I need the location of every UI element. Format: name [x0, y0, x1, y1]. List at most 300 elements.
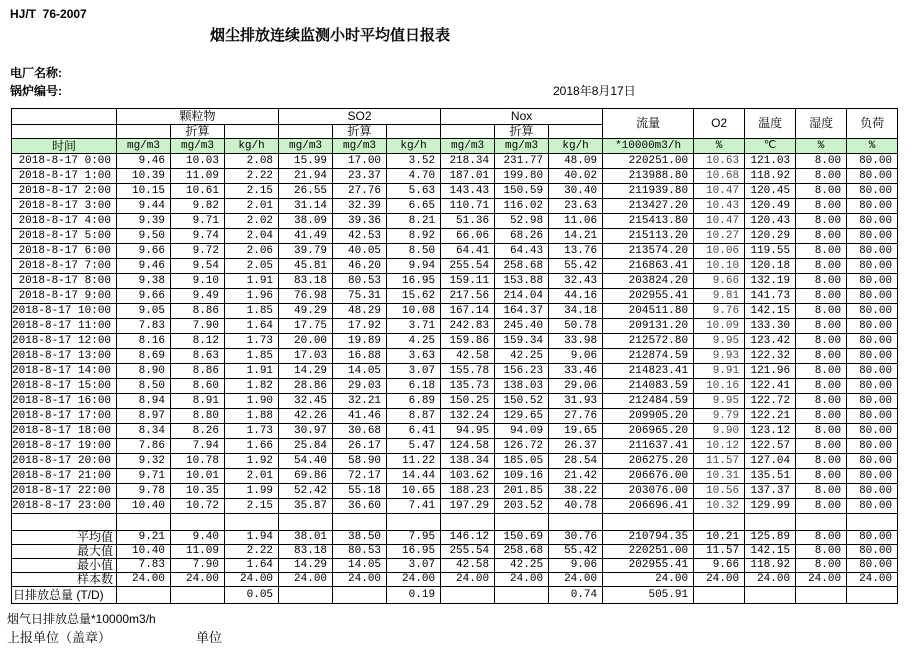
value-cell: 159.86	[441, 334, 495, 349]
value-cell: 29.06	[549, 379, 603, 394]
value-cell: 3.52	[387, 154, 441, 169]
unit-cell: mg/m3	[117, 139, 171, 154]
value-cell: 44.16	[549, 289, 603, 304]
footer-flue-total: 烟气日排放总量*10000m3/h	[7, 612, 156, 626]
value-cell: 80.00	[847, 409, 898, 424]
value-cell: 2.22	[225, 169, 279, 184]
value-cell: 75.31	[333, 289, 387, 304]
summary-row	[12, 573, 898, 587]
table-row	[12, 229, 898, 244]
value-cell: 142.15	[745, 304, 796, 319]
value-cell: 80.00	[847, 499, 898, 514]
value-cell: 120.18	[745, 259, 796, 274]
value-cell: 11.57	[694, 454, 745, 469]
value-cell: 7.90	[171, 319, 225, 334]
value-cell: 9.71	[117, 469, 171, 484]
empty-cell	[694, 514, 745, 531]
table-row	[12, 184, 898, 199]
value-cell: 120.43	[745, 214, 796, 229]
summary-value-cell: 220251.00	[603, 545, 694, 559]
value-cell: 31.14	[279, 199, 333, 214]
corner-cell-2	[12, 125, 117, 139]
time-cell: 2018-8-17 7:00	[12, 259, 117, 274]
value-cell: 45.81	[279, 259, 333, 274]
value-cell: 7.83	[117, 319, 171, 334]
value-cell: 9.66	[117, 244, 171, 259]
value-cell: 8.00	[796, 499, 847, 514]
summary-value-cell: 7.83	[117, 559, 171, 573]
report-table	[11, 108, 898, 604]
empty-cell	[847, 514, 898, 531]
value-cell: 80.00	[847, 484, 898, 499]
value-cell: 8.00	[796, 244, 847, 259]
daily-total-cell	[117, 587, 171, 604]
value-cell: 1.92	[225, 454, 279, 469]
empty-cell	[549, 514, 603, 531]
group-header-particulate: 颗粒物	[117, 109, 279, 125]
time-cell: 2018-8-17 4:00	[12, 214, 117, 229]
value-cell: 188.23	[441, 484, 495, 499]
summary-value-cell: 24.00	[441, 573, 495, 587]
value-cell: 8.00	[796, 349, 847, 364]
value-cell: 197.29	[441, 499, 495, 514]
daily-total-cell	[279, 587, 333, 604]
summary-value-cell: 24.00	[549, 573, 603, 587]
value-cell: 55.18	[333, 484, 387, 499]
value-cell: 10.10	[694, 259, 745, 274]
value-cell: 10.08	[387, 304, 441, 319]
summary-value-cell: 24.00	[694, 573, 745, 587]
value-cell: 80.00	[847, 469, 898, 484]
value-cell: 217.56	[441, 289, 495, 304]
value-cell: 52.42	[279, 484, 333, 499]
unit-cell: *10000m3/h	[603, 139, 694, 154]
value-cell: 214823.41	[603, 364, 694, 379]
summary-value-cell: 38.01	[279, 531, 333, 545]
value-cell: 10.39	[117, 169, 171, 184]
value-cell: 83.18	[279, 274, 333, 289]
value-cell: 6.65	[387, 199, 441, 214]
value-cell: 28.86	[279, 379, 333, 394]
value-cell: 7.94	[171, 439, 225, 454]
summary-value-cell: 38.50	[333, 531, 387, 545]
table-row	[12, 454, 898, 469]
value-cell: 8.00	[796, 379, 847, 394]
value-cell: 1.96	[225, 289, 279, 304]
table-row	[12, 364, 898, 379]
footer-report-unit: 上报单位（盖章）	[7, 630, 112, 645]
value-cell: 8.26	[171, 424, 225, 439]
value-cell: 9.66	[694, 274, 745, 289]
value-cell: 118.92	[745, 169, 796, 184]
time-cell: 2018-8-17 6:00	[12, 244, 117, 259]
time-header: 时间	[12, 139, 117, 154]
value-cell: 2.01	[225, 199, 279, 214]
value-cell: 80.00	[847, 274, 898, 289]
value-cell: 8.63	[171, 349, 225, 364]
value-cell: 28.54	[549, 454, 603, 469]
value-cell: 51.36	[441, 214, 495, 229]
value-cell: 80.00	[847, 439, 898, 454]
value-cell: 1.73	[225, 424, 279, 439]
time-cell: 2018-8-17 22:00	[12, 484, 117, 499]
value-cell: 204511.80	[603, 304, 694, 319]
value-cell: 39.36	[333, 214, 387, 229]
value-cell: 8.00	[796, 439, 847, 454]
value-cell: 109.16	[495, 469, 549, 484]
value-cell: 126.72	[495, 439, 549, 454]
summary-value-cell: 210794.35	[603, 531, 694, 545]
value-cell: 2.04	[225, 229, 279, 244]
value-cell: 9.76	[694, 304, 745, 319]
value-cell: 10.72	[171, 499, 225, 514]
value-cell: 7.86	[117, 439, 171, 454]
value-cell: 120.45	[745, 184, 796, 199]
daily-total-cell	[847, 587, 898, 604]
value-cell: 9.81	[694, 289, 745, 304]
summary-value-cell: 11.09	[171, 545, 225, 559]
value-cell: 32.39	[333, 199, 387, 214]
page-title: 烟尘排放连续监测小时平均值日报表	[209, 27, 450, 44]
value-cell: 94.09	[495, 424, 549, 439]
value-cell: 8.12	[171, 334, 225, 349]
subheader-converted-nox: 折算	[495, 125, 549, 139]
value-cell: 16.88	[333, 349, 387, 364]
value-cell: 9.32	[117, 454, 171, 469]
value-cell: 30.97	[279, 424, 333, 439]
table-row	[12, 214, 898, 229]
time-cell: 2018-8-17 2:00	[12, 184, 117, 199]
summary-value-cell: 150.69	[495, 531, 549, 545]
value-cell: 215113.20	[603, 229, 694, 244]
value-cell: 120.29	[745, 229, 796, 244]
value-cell: 8.69	[117, 349, 171, 364]
value-cell: 10.40	[117, 499, 171, 514]
value-cell: 15.99	[279, 154, 333, 169]
standard-code: HJ/T 76-2007	[10, 7, 87, 21]
value-cell: 32.45	[279, 394, 333, 409]
time-cell: 2018-8-17 12:00	[12, 334, 117, 349]
value-cell: 185.05	[495, 454, 549, 469]
value-cell: 150.52	[495, 394, 549, 409]
value-cell: 1.91	[225, 364, 279, 379]
value-cell: 9.05	[117, 304, 171, 319]
unit-cell: kg/h	[387, 139, 441, 154]
value-cell: 1.85	[225, 304, 279, 319]
daily-total-cell: 0.19	[387, 587, 441, 604]
value-cell: 8.00	[796, 184, 847, 199]
value-cell: 137.37	[745, 484, 796, 499]
empty-cell	[745, 514, 796, 531]
value-cell: 27.76	[333, 184, 387, 199]
table-row	[12, 424, 898, 439]
value-cell: 8.00	[796, 409, 847, 424]
unit-cell: mg/m3	[171, 139, 225, 154]
summary-value-cell: 24.00	[847, 573, 898, 587]
table-row	[12, 289, 898, 304]
value-cell: 80.00	[847, 349, 898, 364]
value-cell: 6.18	[387, 379, 441, 394]
value-cell: 40.05	[333, 244, 387, 259]
value-cell: 14.29	[279, 364, 333, 379]
value-cell: 213574.20	[603, 244, 694, 259]
value-cell: 8.00	[796, 394, 847, 409]
table-row	[12, 349, 898, 364]
value-cell: 9.95	[694, 394, 745, 409]
value-cell: 1.66	[225, 439, 279, 454]
time-cell: 2018-8-17 8:00	[12, 274, 117, 289]
value-cell: 80.00	[847, 364, 898, 379]
value-cell: 8.92	[387, 229, 441, 244]
table-row	[12, 244, 898, 259]
value-cell: 2.08	[225, 154, 279, 169]
value-cell: 8.50	[387, 244, 441, 259]
value-cell: 9.71	[171, 214, 225, 229]
value-cell: 127.04	[745, 454, 796, 469]
table-row	[12, 394, 898, 409]
value-cell: 199.80	[495, 169, 549, 184]
value-cell: 116.02	[495, 199, 549, 214]
value-cell: 33.46	[549, 364, 603, 379]
value-cell: 9.94	[387, 259, 441, 274]
units-row	[12, 139, 898, 154]
value-cell: 42.25	[495, 349, 549, 364]
value-cell: 2.15	[225, 184, 279, 199]
value-cell: 42.58	[441, 349, 495, 364]
value-cell: 10.43	[694, 199, 745, 214]
value-cell: 5.63	[387, 184, 441, 199]
empty-cell	[603, 514, 694, 531]
value-cell: 216863.41	[603, 259, 694, 274]
summary-value-cell: 125.89	[745, 531, 796, 545]
value-cell: 4.25	[387, 334, 441, 349]
summary-value-cell: 118.92	[745, 559, 796, 573]
value-cell: 135.73	[441, 379, 495, 394]
value-cell: 14.05	[333, 364, 387, 379]
value-cell: 11.22	[387, 454, 441, 469]
value-cell: 52.98	[495, 214, 549, 229]
value-cell: 49.29	[279, 304, 333, 319]
empty-cell	[12, 514, 117, 531]
table-row	[12, 169, 898, 184]
value-cell: 9.78	[117, 484, 171, 499]
summary-value-cell: 1.64	[225, 559, 279, 573]
boiler-no-label: 锅炉编号:	[10, 84, 62, 98]
value-cell: 10.03	[171, 154, 225, 169]
daily-total-cell	[694, 587, 745, 604]
time-cell: 2018-8-17 23:00	[12, 499, 117, 514]
value-cell: 202955.41	[603, 289, 694, 304]
value-cell: 150.25	[441, 394, 495, 409]
time-cell: 2018-8-17 20:00	[12, 454, 117, 469]
summary-value-cell: 11.57	[694, 545, 745, 559]
value-cell: 129.65	[495, 409, 549, 424]
summary-value-cell: 8.00	[796, 531, 847, 545]
value-cell: 121.96	[745, 364, 796, 379]
time-cell: 2018-8-17 15:00	[12, 379, 117, 394]
value-cell: 32.43	[549, 274, 603, 289]
value-cell: 19.89	[333, 334, 387, 349]
value-cell: 39.79	[279, 244, 333, 259]
group-header-row	[12, 109, 898, 125]
value-cell: 215413.80	[603, 214, 694, 229]
value-cell: 9.39	[117, 214, 171, 229]
value-cell: 69.86	[279, 469, 333, 484]
table-row	[12, 199, 898, 214]
value-cell: 27.76	[549, 409, 603, 424]
value-cell: 48.29	[333, 304, 387, 319]
summary-label: 最小值	[12, 559, 117, 573]
summary-value-cell: 42.25	[495, 559, 549, 573]
value-cell: 209131.20	[603, 319, 694, 334]
daily-total-cell	[745, 587, 796, 604]
value-cell: 9.49	[171, 289, 225, 304]
value-cell: 10.06	[694, 244, 745, 259]
value-cell: 211939.80	[603, 184, 694, 199]
value-cell: 66.06	[441, 229, 495, 244]
time-cell: 2018-8-17 19:00	[12, 439, 117, 454]
value-cell: 8.21	[387, 214, 441, 229]
summary-value-cell: 24.00	[495, 573, 549, 587]
value-cell: 80.00	[847, 334, 898, 349]
value-cell: 80.00	[847, 154, 898, 169]
value-cell: 68.26	[495, 229, 549, 244]
value-cell: 10.47	[694, 184, 745, 199]
value-cell: 19.65	[549, 424, 603, 439]
value-cell: 8.86	[171, 304, 225, 319]
value-cell: 9.91	[694, 364, 745, 379]
summary-value-cell: 8.00	[796, 559, 847, 573]
value-cell: 242.83	[441, 319, 495, 334]
plant-name-label: 电厂名称:	[10, 66, 62, 80]
value-cell: 156.23	[495, 364, 549, 379]
summary-value-cell: 10.40	[117, 545, 171, 559]
group-header-so2: SO2	[279, 109, 441, 125]
summary-value-cell: 255.54	[441, 545, 495, 559]
value-cell: 2.06	[225, 244, 279, 259]
value-cell: 159.11	[441, 274, 495, 289]
table-row	[12, 319, 898, 334]
value-cell: 10.15	[117, 184, 171, 199]
summary-value-cell: 146.12	[441, 531, 495, 545]
value-cell: 8.97	[117, 409, 171, 424]
summary-value-cell: 30.76	[549, 531, 603, 545]
value-cell: 8.00	[796, 319, 847, 334]
value-cell: 17.75	[279, 319, 333, 334]
value-cell: 10.56	[694, 484, 745, 499]
time-cell: 2018-8-17 9:00	[12, 289, 117, 304]
value-cell: 8.00	[796, 259, 847, 274]
unit-cell: mg/m3	[495, 139, 549, 154]
daily-total-label: 日排放总量 (T/D)	[12, 587, 117, 604]
value-cell: 8.00	[796, 289, 847, 304]
summary-value-cell: 16.95	[387, 545, 441, 559]
value-cell: 3.63	[387, 349, 441, 364]
column-header-temperature: 温度	[745, 109, 796, 139]
empty-cell	[333, 514, 387, 531]
value-cell: 8.60	[171, 379, 225, 394]
table-row	[12, 484, 898, 499]
value-cell: 143.43	[441, 184, 495, 199]
value-cell: 245.40	[495, 319, 549, 334]
value-cell: 10.35	[171, 484, 225, 499]
value-cell: 9.95	[694, 334, 745, 349]
value-cell: 10.68	[694, 169, 745, 184]
value-cell: 8.16	[117, 334, 171, 349]
value-cell: 7.41	[387, 499, 441, 514]
value-cell: 133.30	[745, 319, 796, 334]
value-cell: 3.07	[387, 364, 441, 379]
value-cell: 8.50	[117, 379, 171, 394]
summary-value-cell: 14.29	[279, 559, 333, 573]
value-cell: 80.00	[847, 304, 898, 319]
time-cell: 2018-8-17 13:00	[12, 349, 117, 364]
summary-value-cell: 24.00	[225, 573, 279, 587]
value-cell: 214.04	[495, 289, 549, 304]
value-cell: 255.54	[441, 259, 495, 274]
summary-value-cell: 258.68	[495, 545, 549, 559]
value-cell: 10.01	[171, 469, 225, 484]
value-cell: 46.20	[333, 259, 387, 274]
table-row	[12, 409, 898, 424]
value-cell: 1.91	[225, 274, 279, 289]
value-cell: 9.74	[171, 229, 225, 244]
value-cell: 10.16	[694, 379, 745, 394]
summary-value-cell: 10.21	[694, 531, 745, 545]
value-cell: 212874.59	[603, 349, 694, 364]
footer-unit: 单位	[196, 630, 223, 645]
value-cell: 9.46	[117, 154, 171, 169]
value-cell: 122.32	[745, 349, 796, 364]
subheader-converted-so2: 折算	[333, 125, 387, 139]
value-cell: 80.53	[333, 274, 387, 289]
value-cell: 8.86	[171, 364, 225, 379]
value-cell: 21.94	[279, 169, 333, 184]
value-cell: 80.00	[847, 199, 898, 214]
value-cell: 26.55	[279, 184, 333, 199]
summary-value-cell: 24.00	[603, 573, 694, 587]
summary-value-cell: 24.00	[745, 573, 796, 587]
summary-value-cell: 24.00	[333, 573, 387, 587]
value-cell: 122.72	[745, 394, 796, 409]
table-row	[12, 334, 898, 349]
value-cell: 10.61	[171, 184, 225, 199]
value-cell: 203824.20	[603, 274, 694, 289]
summary-value-cell: 3.07	[387, 559, 441, 573]
time-cell: 2018-8-17 3:00	[12, 199, 117, 214]
value-cell: 123.42	[745, 334, 796, 349]
value-cell: 2.05	[225, 259, 279, 274]
value-cell: 15.62	[387, 289, 441, 304]
value-cell: 138.34	[441, 454, 495, 469]
empty-row	[12, 514, 898, 531]
table-row	[12, 499, 898, 514]
value-cell: 8.00	[796, 154, 847, 169]
summary-value-cell: 80.00	[847, 531, 898, 545]
value-cell: 4.70	[387, 169, 441, 184]
value-cell: 9.10	[171, 274, 225, 289]
value-cell: 94.95	[441, 424, 495, 439]
summary-value-cell: 9.06	[549, 559, 603, 573]
value-cell: 211637.41	[603, 439, 694, 454]
time-cell: 2018-8-17 11:00	[12, 319, 117, 334]
value-cell: 9.93	[694, 349, 745, 364]
value-cell: 206676.00	[603, 469, 694, 484]
value-cell: 220251.00	[603, 154, 694, 169]
table-row	[12, 439, 898, 454]
value-cell: 231.77	[495, 154, 549, 169]
subheader-converted-particulate: 折算	[171, 125, 225, 139]
